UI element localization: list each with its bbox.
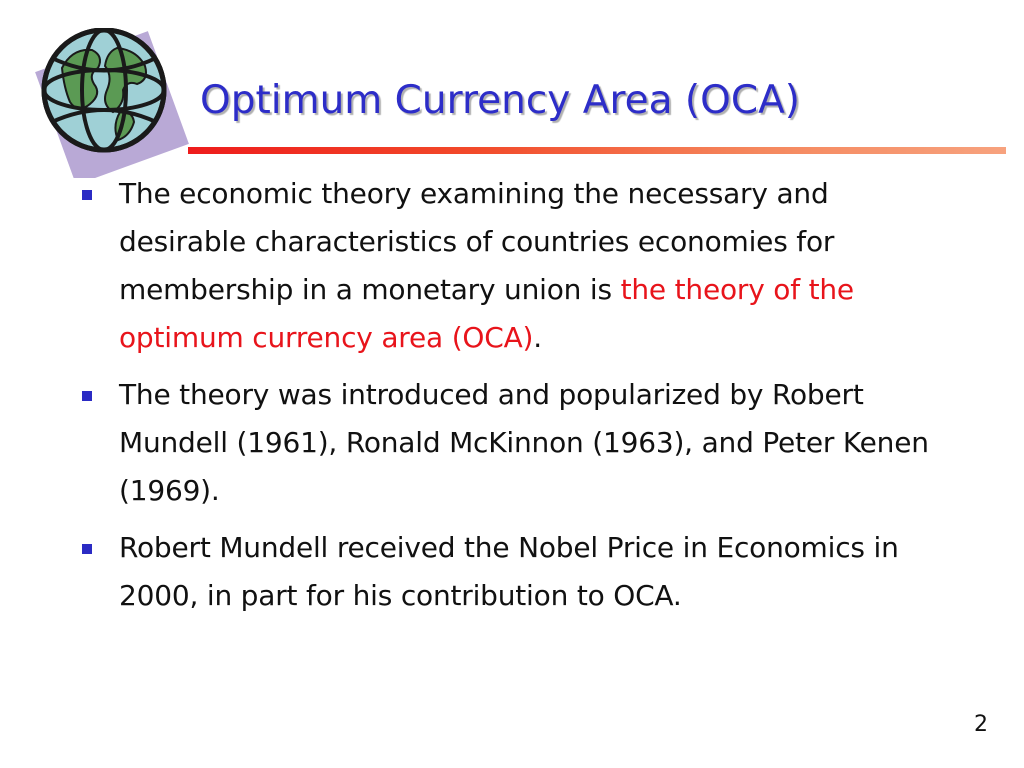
globe-icon (22, 28, 192, 178)
bullet-text-end: . (533, 321, 542, 354)
bullet-text: The theory was introduced and popularized by Robert Mundell (1961), Ronald McKinnon (1963), and Peter Kenen (1969). (119, 378, 929, 507)
highlighted-term: the theory of the optimum currency area (OCA) (119, 273, 854, 354)
slide-title: Optimum Currency Area (OCA) (200, 78, 800, 123)
bullet-marker-icon (82, 391, 92, 401)
bullet-marker-icon (82, 190, 92, 200)
bullet-item (82, 371, 962, 515)
title-divider (188, 147, 1006, 154)
page-number: 2 (974, 712, 988, 737)
bullet-item (82, 524, 962, 620)
bullet-text: Robert Mundell received the Nobel Price in Economics in 2000, in part for his contribution to OCA. (119, 531, 899, 612)
bullet-list (82, 170, 962, 629)
bullet-marker-icon (82, 544, 92, 554)
bullet-text: The economic theory examining the necessary and desirable characteristics of countries economies for membership in a monetary union is (119, 177, 835, 306)
bullet-item (82, 170, 962, 362)
